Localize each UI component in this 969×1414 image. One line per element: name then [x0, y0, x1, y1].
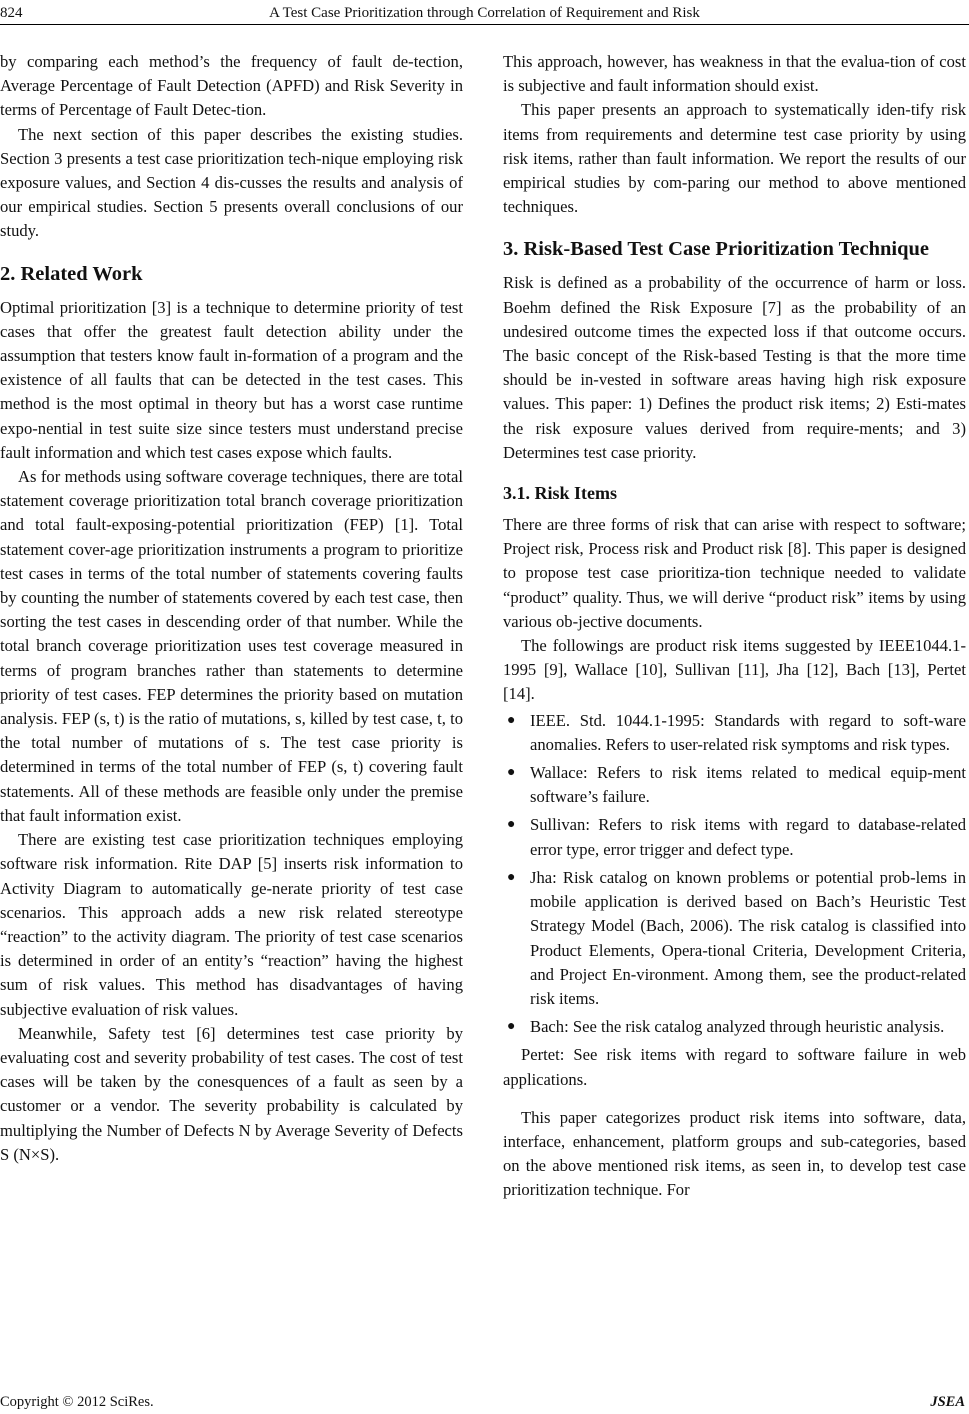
bullet-icon: ● — [507, 712, 516, 728]
bullet-icon: ● — [507, 1019, 516, 1035]
page-number: 824 — [0, 5, 23, 21]
list-item: ● Bach: See the risk catalog analyzed through heuristic analysis. — [503, 1015, 966, 1039]
paragraph-categorizes: This paper categorizes product risk items into software, data, interface, enhancement, platform groups and sub-categories, based on the above mentioned risk items, as seen in, to develop test case prioritization technique. For — [503, 1107, 966, 1200]
bullet-icon: ● — [507, 817, 516, 833]
paragraph-presents: This paper presents an approach to systematically iden-tify risk items from requirements and determine test case priority by using risk items, rather than fault information. We report the results of our empirical studies by com-paring our method to above mentioned techniques. — [503, 100, 966, 217]
bullet-icon: ● — [507, 765, 516, 781]
left-column — [0, 50, 463, 1167]
list-item: ● Wallace: Refers to risk items related to medical equip-ment software’s failure. — [507, 763, 966, 807]
paragraph-optimal: Optimal prioritization [3] is a technique to determine priority of test cases that offer the greatest fault detection ability under the assumption that testers know fault in-formation of a program and the existence of all faults that can be detected in the test cases. This method is the most optimal in theory but has a worst case runtime expo-nential in test suite size since testers must understand precise fault information and which test cases expose which faults. — [0, 297, 463, 462]
bullet-icon: ● — [507, 869, 516, 885]
paragraph-three-forms: There are three forms of risk that can arise with respect to software; Project risk, Process risk and Product risk [8]. This paper is designed to propose test case prioritiza-tion technique needed to validate “product” quality. Thus, we will derive “product risk” items by using various ob-jective documents. — [503, 515, 966, 631]
heading-risk-items: 3.1. Risk Items — [503, 483, 618, 504]
paragraph-outline: The next section of this paper describes the existing studies. Section 3 presents a test case prioritization tech-nique employing risk exposure values, and Section 4 dis-cusses the results and analysis of our empirical studies. Section 5 presents overall conclusions of our study. — [0, 124, 463, 241]
footer-copyright: Copyright © 2012 SciRes. — [0, 1394, 154, 1410]
list-item: ● IEEE. Std. 1044.1-1995: Standards with regard to soft-ware anomalies. Refers to user-related risk symptoms and risk types. — [507, 710, 966, 754]
paragraph-weakness: This approach, however, has weakness in that the evalua-tion of cost is subjective and fault information should exist. — [503, 52, 966, 96]
paragraph-coverage: As for methods using software coverage techniques, there are total statement coverage prioritization total branch coverage prioritization and total fault-exposing-potential prioritization (FEP) [1]. Total statement cover-age prioritization instruments a program to prioritize test cases in terms of the total number of statements covering faults by counting the number of statements covered by each test case, then sorting the test cases in descending order of that number. While the total branch coverage prioritization uses test coverage measured in terms of program branches rather than statements to determine priority of test cases. FEP determines the priority based on mutation analysis. FEP (s, t) is the ratio of mutations, s, killed by test case, t, to the total number of mutations of s. The test case priority is determined in terms of the total number of FEP (s, t) covering fault statements. All of these methods are feasible only under the premise that fault information exist. — [0, 467, 463, 825]
paragraph-safety-test: Meanwhile, Safety test [6] determines test case priority by evaluating cost and severity probability of test cases. The cost of test cases will be taken by the conesquences of a fault as seen by a customer or a vendor. The severity probability is calculated by multiplying the Number of Defects N by Average Severity of Defects S (N×S). — [0, 1023, 463, 1164]
risk-source-list — [503, 709, 966, 1040]
paragraph-intro-end: by comparing each method’s the frequency of fault de-tection, Average Percentage of Fault Detection (APFD) and Risk Severity in terms of Percentage of Fault Detec-tion. — [0, 52, 463, 120]
heading-related-work: 2. Related Work — [0, 262, 143, 285]
running-title: A Test Case Prioritization through Correlation of Requirement and Risk — [269, 5, 700, 21]
header-rule — [0, 24, 969, 25]
paragraph-risk-definition: Risk is defined as a probability of the occurrence of harm or loss. Boehm defined the Risk Exposure [7] as the probability of an undesired outcome times the expected loss if that outcome occurs. The basic concept of the Risk-based Testing is that the more time should be in-vested in software areas having high risk exposure values. This paper: 1) Defines the product risk items; 2) Esti-mates the risk exposure values derived from require-ments; and 3) Determines test case priority. — [503, 273, 966, 462]
right-column — [503, 50, 966, 1203]
list-item: ● Jha: Risk catalog on known problems or potential prob-lems in mobile application is derived based on Bach’s Heuristic Test Strategy Model (Bach, 2006). The risk catalog is classified into Product Elements, Opera-tional Criteria, Development Criteria, and Project En-vironment. Among them, see the product-related risk items. — [507, 867, 966, 1008]
footer-journal: JSEA — [930, 1394, 965, 1410]
paragraph-risk-techniques: There are existing test case prioritization techniques employing software risk information. Rite DAP [5] inserts risk information to Activity Diagram to automatically ge-nerate priority of test case scenarios. This approach adds a new risk related stereotype “reaction” to the activity diagram. The priority of test case scenarios is determined in order of an entity’s “reaction” having the highest sum of risk values. This method has disadvantages of having subjective evaluation of risk values. — [0, 830, 463, 1019]
heading-section-3: 3. Risk-Based Test Case Prioritization Technique — [503, 238, 929, 261]
paragraph-followings: The followings are product risk items suggested by IEEE1044.1-1995 [9], Wallace [10], Sullivan [11], Jha [12], Bach [13], Pertet [14]. — [503, 636, 966, 704]
running-header — [0, 0, 969, 26]
paragraph-pertet: Pertet: See risk items with regard to software failure in web applications. — [503, 1045, 966, 1089]
list-item: ● Sullivan: Refers to risk items with regard to database-related error type, error trigger and defect type. — [507, 815, 966, 859]
